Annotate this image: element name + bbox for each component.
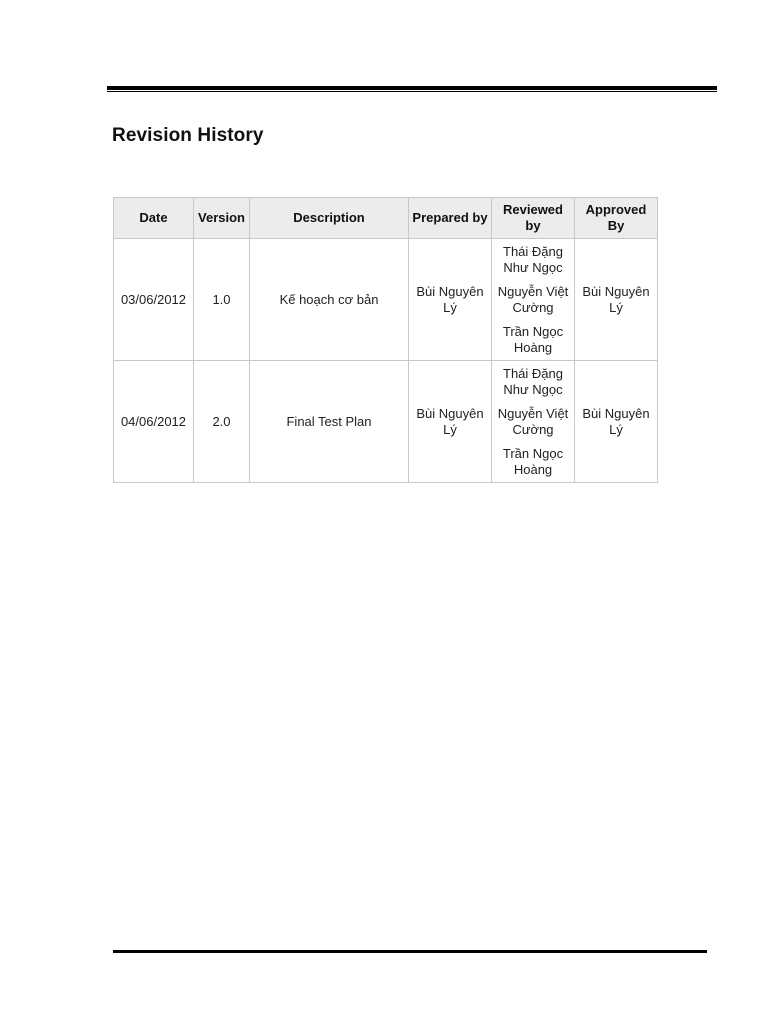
cell-version: 1.0 (194, 239, 250, 361)
table-row (114, 361, 658, 483)
cell-prepared-by: Bùi Nguyên Lý (409, 239, 492, 361)
footer-rule (113, 950, 707, 953)
header-rule (107, 86, 717, 93)
reviewer-name: Trần Ngọc Hoàng (502, 323, 564, 355)
page-title: Revision History (112, 125, 264, 146)
cell-date: 04/06/2012 (114, 361, 194, 483)
column-header-reviewed-by: Reviewed by (492, 198, 575, 239)
cell-date: 03/06/2012 (114, 239, 194, 361)
column-header-date: Date (114, 198, 194, 239)
header-rule-thick (107, 86, 717, 90)
reviewer-name: Thái Đặng Như Ngọc (503, 243, 563, 275)
revision-history-table (113, 197, 658, 483)
cell-reviewed-by (492, 239, 575, 361)
reviewer-name: Trần Ngọc Hoàng (502, 445, 564, 477)
cell-prepared-by: Bùi Nguyên Lý (409, 361, 492, 483)
column-header-approved-by: Approved By (575, 198, 658, 239)
column-header-version: Version (194, 198, 250, 239)
reviewer-name: Nguyễn Việt Cường (497, 283, 569, 315)
column-header-description: Description (250, 198, 409, 239)
cell-description: Final Test Plan (250, 361, 409, 483)
cell-approved-by: Bùi Nguyên Lý (575, 361, 658, 483)
cell-version: 2.0 (194, 361, 250, 483)
cell-description: Kế hoạch cơ bản (250, 239, 409, 361)
reviewer-name: Nguyễn Việt Cường (497, 405, 569, 437)
reviewer-name: Thái Đặng Như Ngọc (503, 365, 563, 397)
table-row (114, 239, 658, 361)
cell-reviewed-by (492, 361, 575, 483)
table-header-row (114, 198, 658, 239)
cell-approved-by: Bùi Nguyên Lý (575, 239, 658, 361)
header-rule-thin (107, 91, 717, 92)
column-header-prepared-by: Prepared by (409, 198, 492, 239)
